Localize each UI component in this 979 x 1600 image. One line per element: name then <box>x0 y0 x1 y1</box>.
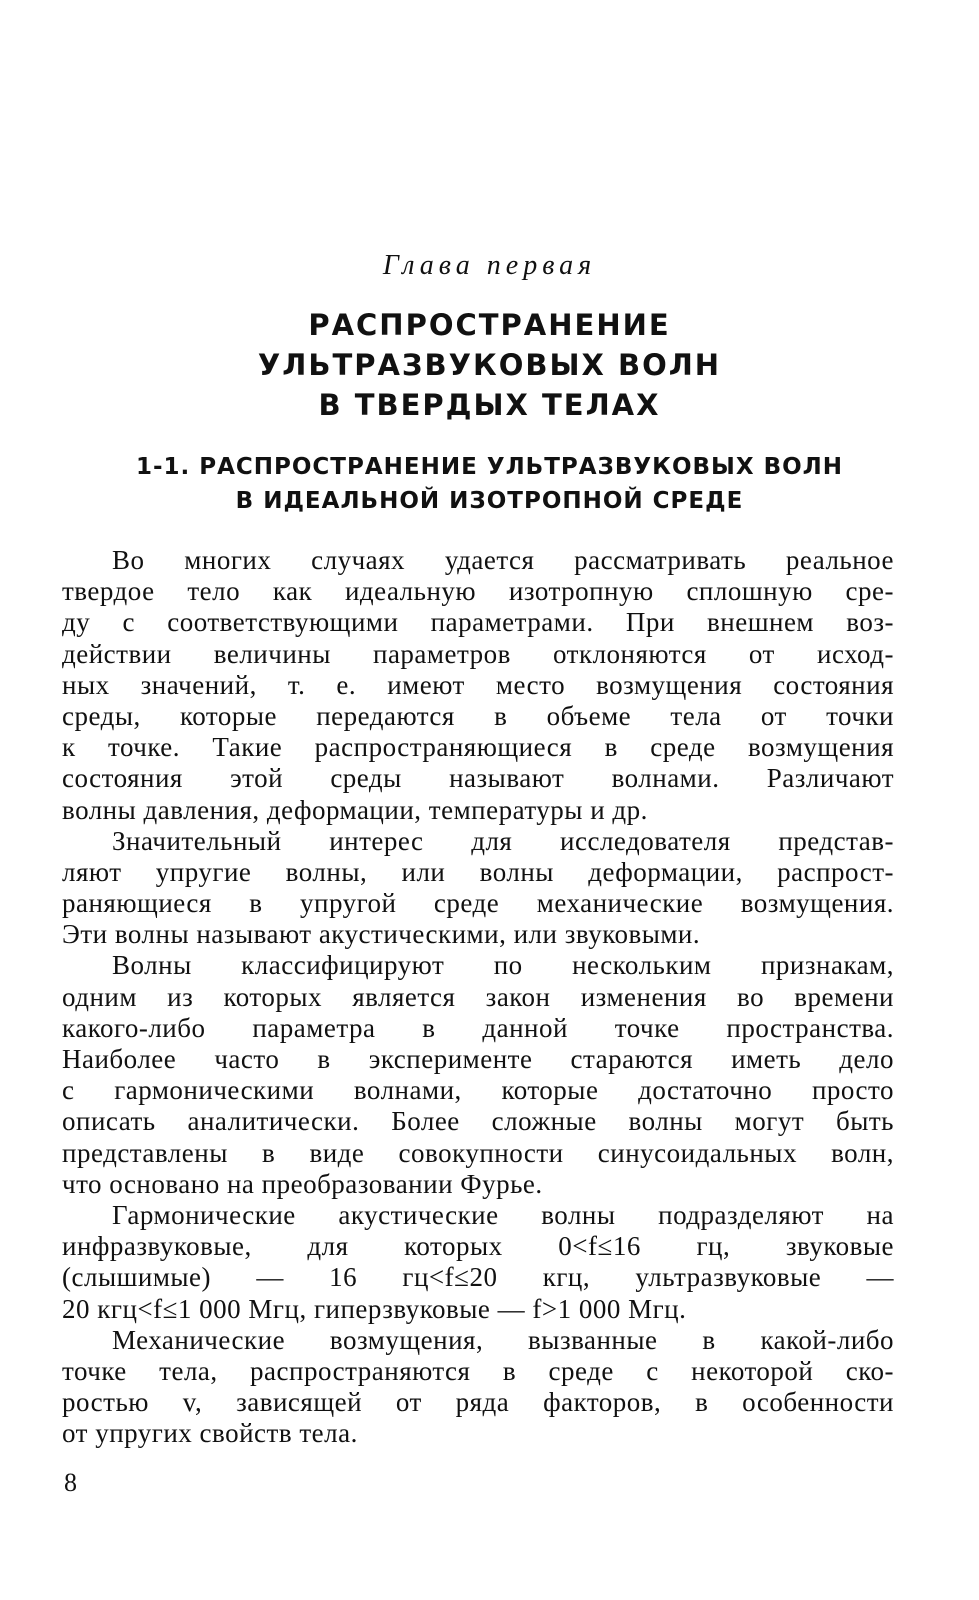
text-line: Значительный интерес для исследователя представ- <box>112 825 894 856</box>
text-line: ных значений, т. е. имеют место возмущения состояния <box>62 669 894 700</box>
section-title-line: 1-1. РАСПРОСТРАНЕНИЕ УЛЬТРАЗВУКОВЫХ ВОЛН <box>135 454 844 480</box>
text-line: Гармонические акустические волны подразделяют на <box>112 1199 894 1230</box>
text-line: твердое тело как идеальную изотропную сплошную сре- <box>62 576 894 607</box>
text-line: Волны классифицируют по нескольким признакам, <box>112 950 894 981</box>
text-line: одним из которых является закон изменения во времени <box>62 981 894 1012</box>
section-title <box>0 450 979 518</box>
text-line: раняющиеся в упругой среде механические возмущения. <box>62 888 894 919</box>
text-line: точке тела, распространяются в среде с некоторой ско- <box>62 1355 894 1386</box>
text-line: ростью v, зависящей от ряда факторов, в особенности <box>62 1387 894 1418</box>
chapter-label: Глава первая <box>382 250 597 281</box>
text-line: к точке. Такие распространяющиеся в среде возмущения <box>62 732 894 763</box>
text-line: Во многих случаях удается рассматривать реальное <box>112 545 894 575</box>
text-line: волны давления, деформации, температуры и др. <box>62 794 648 825</box>
text-line: с гармоническими волнами, которые достаточно просто <box>62 1075 894 1106</box>
text-line: действии величины параметров отклоняются от исход- <box>62 638 894 669</box>
text-line: Эти волны называют акустическими, или звуковыми. <box>62 919 701 950</box>
chapter-title <box>0 305 979 425</box>
text-line: среды, которые передаются в объеме тела от точки <box>62 700 894 731</box>
text-line: что основано на преобразовании Фурье. <box>62 1168 543 1199</box>
text-line: какого-либо параметра в данной точке пространства. <box>62 1012 894 1043</box>
text-line: ду с соответствующими параметрами. При внешнем воз- <box>62 607 894 638</box>
text-line: ляют упругие волны, или волны деформации, распрост- <box>62 856 894 887</box>
text-line: представлены в виде совокупности синусоидальных волн, <box>62 1137 894 1168</box>
text-line: описать аналитически. Более сложные волны могут быть <box>62 1106 894 1137</box>
text-line: от упругих свойств тела. <box>62 1418 358 1449</box>
page-number: 8 <box>64 1468 77 1497</box>
chapter-title-line: В ТВЕРДЫХ ТЕЛАХ <box>318 388 661 422</box>
text-line: Наиболее часто в эксперименте стараются иметь дело <box>62 1044 894 1074</box>
section-title-line: В ИДЕАЛЬНОЙ ИЗОТРОПНОЙ СРЕДЕ <box>235 488 744 514</box>
chapter-title-line: РАСПРОСТРАНЕНИЕ <box>308 308 671 342</box>
text-line: 20 кгц<f≤1 000 Мгц, гиперзвуковые — f>1 000 Мгц. <box>62 1293 687 1324</box>
text-line: инфразвуковые, для которых 0<f≤16 гц, звуковые <box>62 1231 894 1262</box>
text-line: Механические возмущения, вызванные в какой-либо <box>112 1324 894 1355</box>
body-text <box>62 545 894 1449</box>
text-line: (слышимые) — 16 гц<f≤20 кгц, ультразвуковые — <box>62 1262 894 1293</box>
text-line: состояния этой среды называют волнами. Различают <box>62 763 894 794</box>
chapter-title-line: УЛЬТРАЗВУКОВЫХ ВОЛН <box>257 348 722 382</box>
